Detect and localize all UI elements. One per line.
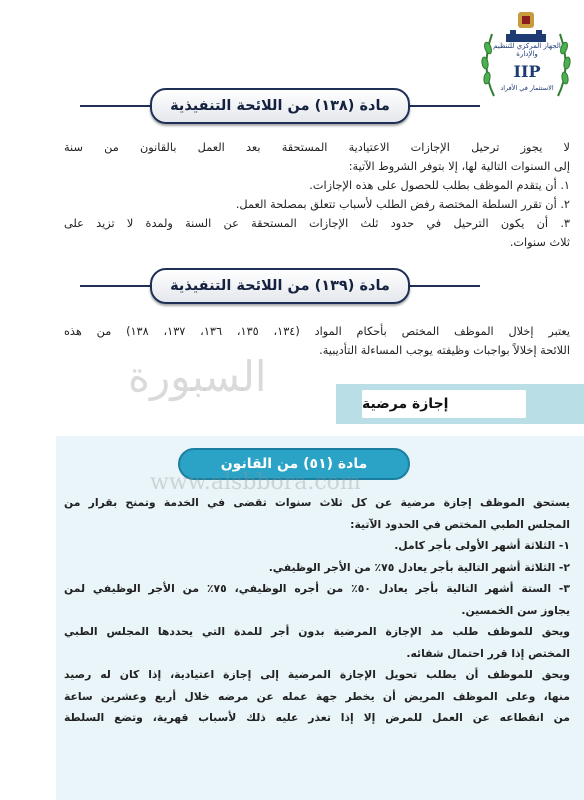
section-title: إجازة مرضية bbox=[362, 390, 526, 418]
article-51-line: من انقطاعه عن العمل للمرض إلا إذا تعذر عليه ذلك لأسباب قهرية، وتضع السلطة bbox=[64, 711, 570, 724]
article-51-line: يجاوز سن الخمسين. bbox=[461, 603, 570, 617]
article-51-line: ويحق للموظف طلب مد الإجازة المرضية بدون أجر للمدة التي يحددها المجلس الطبي bbox=[64, 625, 570, 638]
article-138-line: إلى السنوات التالية لها، إلا بتوفر الشروط الآتية: bbox=[348, 160, 570, 173]
article-51-title: مادة (٥١) من القانون bbox=[178, 448, 410, 480]
building-icon bbox=[506, 30, 546, 42]
watermark-arabic: السبورة bbox=[128, 352, 267, 401]
article-138-header bbox=[80, 88, 480, 122]
article-51-line: ١- الثلاثة أشهر الأولى بأجر كامل. bbox=[394, 539, 570, 552]
logo-bottom-text: الاستثمار في الأفراد bbox=[500, 84, 554, 92]
logo-abbreviation: IIP bbox=[513, 62, 541, 81]
article-51-body bbox=[64, 492, 570, 729]
article-138-line: ١. أن يتقدم الموظف بطلب للحصول على هذه الإجازات. bbox=[309, 179, 570, 192]
article-51-line: المجلس الطبي المختص في الحدود الآتية: bbox=[350, 517, 570, 531]
article-138-line: لا يجوز ترحيل الإجازات الاعتيادية المستحقة بعد العمل بالقانون من سنة bbox=[64, 141, 570, 154]
article-51-line: ويحق للموظف أن يطلب تحويل الإجازة المرضية إلى إجازة اعتيادية، إذا كان له رصيد bbox=[64, 668, 570, 681]
article-139-header bbox=[80, 268, 480, 302]
article-51-line: منها، وعلى الموظف المريض أن يخطر جهة عمله عن مرضه خلال أربع وعشرين ساعة bbox=[64, 689, 570, 703]
watermark-url: www.alsbbora.com bbox=[150, 470, 361, 495]
iip-logo bbox=[474, 8, 578, 108]
article-138-title: مادة (١٣٨) من اللائحة التنفيذية bbox=[150, 88, 410, 124]
article-51-line: ٢- الثلاثة أشهر التالية بأجر يعادل ٧٥٪ من الأجر الوظيفي. bbox=[268, 560, 570, 574]
article-51-line: المختص إذا قرر احتمال شفائه. bbox=[406, 646, 570, 660]
article-138-body bbox=[64, 138, 570, 252]
article-51-line: يستحق الموظف إجازة مرضية عن كل ثلاث سنوات تقضى في الخدمة وتمنح بقرار من bbox=[64, 496, 570, 509]
article-138-line: ثلاث سنوات. bbox=[509, 236, 570, 249]
article-138-line: ٣. أن يكون الترحيل في حدود ثلث الإجازات المستحقة عن السنة ولمدة لا تزيد على bbox=[64, 217, 570, 230]
article-139-line: اللائحة إخلالاً بواجبات وظيفته يوجب المساءلة التأديبية. bbox=[319, 344, 570, 357]
eagle-emblem-icon bbox=[518, 12, 534, 28]
logo-top-text: الجهاز المركزي للتنظيم والإدارة bbox=[493, 42, 561, 58]
article-139-title: مادة (١٣٩) من اللائحة التنفيذية bbox=[150, 268, 410, 304]
article-51-line: ٣- الستة أشهر التالية بأجر يعادل ٥٠٪ من أجره الوظيفي، ٧٥٪ من الأجر الوظيفي لمن bbox=[64, 582, 570, 595]
article-138-line: ٢. أن تقرر السلطة المختصة رفض الطلب لأسباب تتعلق بمصلحة العمل. bbox=[235, 198, 570, 211]
article-139-line: يعتبر إخلال الموظف المختص بأحكام المواد (١٣٤، ١٣٥، ١٣٦، ١٣٧، ١٣٨) من هذه bbox=[64, 325, 570, 338]
